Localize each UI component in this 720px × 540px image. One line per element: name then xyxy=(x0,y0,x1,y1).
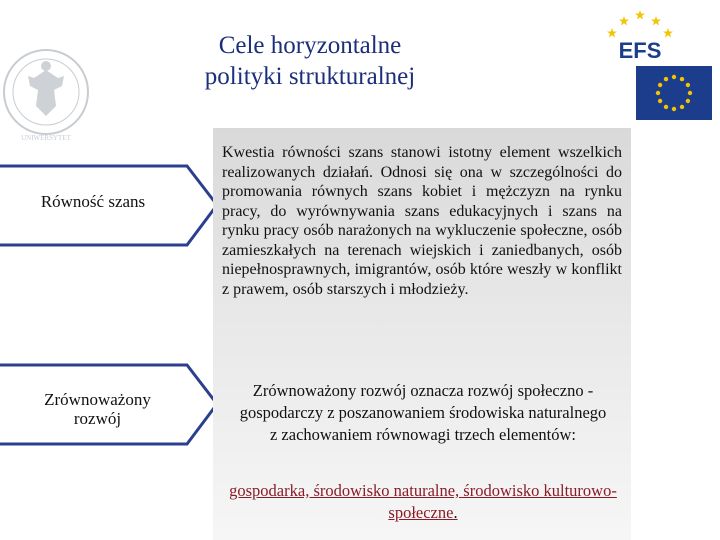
eu-flag-icon xyxy=(636,66,712,120)
sustainable-development-text: Zrównoważony rozwój oznacza rozwój społeczno - gospodarczy z poszanowaniem środowiska naturalnego z zachowaniem równowagi trzech elementów: xyxy=(239,381,607,444)
efs-logo xyxy=(600,6,680,64)
row-label-sustainable-development xyxy=(20,390,175,428)
title-line-2: polityki strukturalnej xyxy=(204,63,416,90)
three-elements-text xyxy=(218,480,628,524)
equal-opportunities-text: Kwestia równości szans stanowi istotny element wszelkich realizowanych działań. Odnosi się ona w szczególności do promowania równych szans kobiet i mężczyzn na rynku pracy, do wyrównywania szans edukacyjnych i szans na rynku pracy osób narażonych na wykluczenie społeczne, osób zamieszkałych na terenach wiejskich i zaniedbanych, osób niepełnosprawnych, imigrantów, osób które weszły w konflikt z prawem, osób starszych i młodzieży. xyxy=(222,144,622,298)
svg-text:UNIWERSYTET: UNIWERSYTET xyxy=(21,134,71,142)
page-title xyxy=(150,30,470,92)
title-line-1: Cele horyzontalne xyxy=(218,32,402,59)
efs-logo-text: EFS xyxy=(618,38,662,63)
row-label-line-1: Zrównoważony xyxy=(44,390,151,409)
row-label-line-2: rozwój xyxy=(73,409,122,428)
row-label-equal-opportunities: Równość szans xyxy=(40,192,146,211)
university-seal-logo xyxy=(0,20,95,145)
three-elements-period: . xyxy=(453,503,458,522)
three-elements-list: gospodarka, środowisko naturalne, środowisko kulturowo-społeczne xyxy=(229,481,617,522)
